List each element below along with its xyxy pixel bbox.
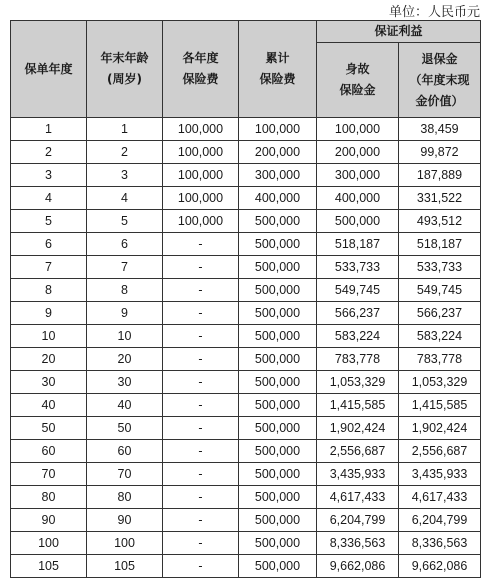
cell-policy-year: 90 — [11, 509, 87, 532]
cell-policy-year: 1 — [11, 118, 87, 141]
cell-cumulative-premium: 500,000 — [239, 279, 317, 302]
cell-age: 20 — [87, 348, 163, 371]
cell-death-benefit: 9,662,086 — [317, 555, 399, 578]
cell-age: 7 — [87, 256, 163, 279]
cell-cumulative-premium: 500,000 — [239, 256, 317, 279]
table-row — [11, 463, 481, 486]
header-guaranteed-benefits: 保证利益 — [317, 21, 481, 43]
cell-policy-year: 4 — [11, 187, 87, 210]
cell-cumulative-premium: 200,000 — [239, 141, 317, 164]
header-death-benefit — [317, 43, 399, 118]
header-death-benefit-line1: 身故 — [345, 62, 370, 76]
cell-age: 5 — [87, 210, 163, 233]
cell-annual-premium: 100,000 — [163, 210, 239, 233]
cell-surrender-value: 8,336,563 — [399, 532, 481, 555]
table-row — [11, 256, 481, 279]
cell-annual-premium: - — [163, 463, 239, 486]
cell-age: 10 — [87, 325, 163, 348]
cell-death-benefit: 500,000 — [317, 210, 399, 233]
header-surrender-line1: 退保金 — [421, 51, 458, 66]
cell-death-benefit: 566,237 — [317, 302, 399, 325]
cell-cumulative-premium: 500,000 — [239, 325, 317, 348]
cell-cumulative-premium: 500,000 — [239, 233, 317, 256]
table-row — [11, 417, 481, 440]
cell-policy-year: 10 — [11, 325, 87, 348]
cell-policy-year: 2 — [11, 141, 87, 164]
cell-death-benefit: 300,000 — [317, 164, 399, 187]
table-header — [11, 21, 481, 118]
cell-age: 2 — [87, 141, 163, 164]
table-row — [11, 325, 481, 348]
cell-policy-year: 50 — [11, 417, 87, 440]
header-annual-premium-line1: 各年度 — [182, 51, 219, 65]
cell-surrender-value: 1,902,424 — [399, 417, 481, 440]
cell-surrender-value: 6,204,799 — [399, 509, 481, 532]
cell-surrender-value: 99,872 — [399, 141, 481, 164]
cell-death-benefit: 2,556,687 — [317, 440, 399, 463]
cell-annual-premium: - — [163, 233, 239, 256]
header-cumulative-premium-line2: 保险费 — [259, 72, 296, 86]
header-surrender-value — [399, 43, 481, 118]
table-row — [11, 187, 481, 210]
cell-annual-premium: - — [163, 509, 239, 532]
cell-annual-premium: 100,000 — [163, 187, 239, 210]
cell-death-benefit: 583,224 — [317, 325, 399, 348]
cell-death-benefit: 518,187 — [317, 233, 399, 256]
header-age-line2: (周岁) — [107, 72, 142, 86]
cell-death-benefit: 1,415,585 — [317, 394, 399, 417]
cell-cumulative-premium: 100,000 — [239, 118, 317, 141]
cell-policy-year: 100 — [11, 532, 87, 555]
table-row — [11, 164, 481, 187]
benefit-table — [10, 20, 481, 578]
cell-policy-year: 60 — [11, 440, 87, 463]
cell-age: 100 — [87, 532, 163, 555]
header-surrender-line3: 金价值） — [415, 93, 464, 108]
cell-policy-year: 9 — [11, 302, 87, 325]
cell-cumulative-premium: 300,000 — [239, 164, 317, 187]
cell-age: 4 — [87, 187, 163, 210]
cell-annual-premium: - — [163, 417, 239, 440]
cell-death-benefit: 783,778 — [317, 348, 399, 371]
cell-age: 40 — [87, 394, 163, 417]
unit-label: 单位：人民币元 — [388, 5, 480, 20]
cell-policy-year: 5 — [11, 210, 87, 233]
cell-policy-year: 80 — [11, 486, 87, 509]
cell-policy-year: 6 — [11, 233, 87, 256]
header-age-line1: 年末年龄 — [100, 51, 149, 65]
cell-age: 8 — [87, 279, 163, 302]
table-row — [11, 348, 481, 371]
cell-death-benefit: 6,204,799 — [317, 509, 399, 532]
cell-annual-premium: - — [163, 394, 239, 417]
cell-cumulative-premium: 500,000 — [239, 394, 317, 417]
cell-annual-premium: - — [163, 325, 239, 348]
cell-annual-premium: - — [163, 371, 239, 394]
cell-surrender-value: 583,224 — [399, 325, 481, 348]
header-policy-year: 保单年度 — [11, 21, 87, 118]
header-cumulative-premium — [239, 21, 317, 118]
cell-age: 70 — [87, 463, 163, 486]
cell-age: 9 — [87, 302, 163, 325]
cell-annual-premium: - — [163, 279, 239, 302]
table-row — [11, 440, 481, 463]
cell-age: 50 — [87, 417, 163, 440]
cell-cumulative-premium: 500,000 — [239, 302, 317, 325]
table-row — [11, 118, 481, 141]
header-annual-premium-line2: 保险费 — [182, 72, 219, 86]
table-row — [11, 555, 481, 578]
cell-age: 80 — [87, 486, 163, 509]
table-row — [11, 210, 481, 233]
cell-cumulative-premium: 500,000 — [239, 555, 317, 578]
cell-death-benefit: 549,745 — [317, 279, 399, 302]
cell-annual-premium: - — [163, 302, 239, 325]
cell-annual-premium: - — [163, 555, 239, 578]
table-row — [11, 233, 481, 256]
cell-age: 3 — [87, 164, 163, 187]
cell-annual-premium: 100,000 — [163, 141, 239, 164]
cell-death-benefit: 4,617,433 — [317, 486, 399, 509]
cell-cumulative-premium: 500,000 — [239, 371, 317, 394]
cell-surrender-value: 331,522 — [399, 187, 481, 210]
table-row — [11, 371, 481, 394]
table-row — [11, 509, 481, 532]
cell-death-benefit: 8,336,563 — [317, 532, 399, 555]
table-row — [11, 302, 481, 325]
cell-surrender-value: 1,053,329 — [399, 371, 481, 394]
cell-death-benefit: 533,733 — [317, 256, 399, 279]
cell-age: 1 — [87, 118, 163, 141]
cell-surrender-value: 783,778 — [399, 348, 481, 371]
table-row — [11, 486, 481, 509]
cell-policy-year: 105 — [11, 555, 87, 578]
cell-surrender-value: 549,745 — [399, 279, 481, 302]
table-row — [11, 141, 481, 164]
cell-death-benefit: 400,000 — [317, 187, 399, 210]
cell-age: 6 — [87, 233, 163, 256]
cell-surrender-value: 493,512 — [399, 210, 481, 233]
cell-cumulative-premium: 400,000 — [239, 187, 317, 210]
cell-annual-premium: 100,000 — [163, 118, 239, 141]
cell-surrender-value: 2,556,687 — [399, 440, 481, 463]
cell-cumulative-premium: 500,000 — [239, 210, 317, 233]
cell-death-benefit: 200,000 — [317, 141, 399, 164]
cell-cumulative-premium: 500,000 — [239, 463, 317, 486]
cell-death-benefit: 1,053,329 — [317, 371, 399, 394]
cell-surrender-value: 187,889 — [399, 164, 481, 187]
cell-surrender-value: 1,415,585 — [399, 394, 481, 417]
header-death-benefit-line2: 保险金 — [339, 83, 376, 97]
cell-surrender-value: 38,459 — [399, 118, 481, 141]
cell-surrender-value: 4,617,433 — [399, 486, 481, 509]
cell-policy-year: 3 — [11, 164, 87, 187]
cell-age: 30 — [87, 371, 163, 394]
cell-policy-year: 8 — [11, 279, 87, 302]
cell-surrender-value: 9,662,086 — [399, 555, 481, 578]
cell-annual-premium: - — [163, 486, 239, 509]
cell-cumulative-premium: 500,000 — [239, 417, 317, 440]
cell-cumulative-premium: 500,000 — [239, 348, 317, 371]
cell-surrender-value: 518,187 — [399, 233, 481, 256]
cell-cumulative-premium: 500,000 — [239, 486, 317, 509]
header-surrender-line2: （年度末现 — [409, 72, 470, 87]
table-row — [11, 394, 481, 417]
table-body — [11, 118, 481, 578]
header-annual-premium — [163, 21, 239, 118]
cell-cumulative-premium: 500,000 — [239, 440, 317, 463]
cell-policy-year: 40 — [11, 394, 87, 417]
cell-policy-year: 70 — [11, 463, 87, 486]
cell-death-benefit: 3,435,933 — [317, 463, 399, 486]
cell-surrender-value: 533,733 — [399, 256, 481, 279]
cell-policy-year: 7 — [11, 256, 87, 279]
table-row — [11, 279, 481, 302]
table-row — [11, 532, 481, 555]
cell-policy-year: 20 — [11, 348, 87, 371]
cell-cumulative-premium: 500,000 — [239, 509, 317, 532]
header-cumulative-premium-line1: 累计 — [265, 51, 290, 65]
cell-annual-premium: - — [163, 532, 239, 555]
cell-annual-premium: - — [163, 256, 239, 279]
cell-age: 105 — [87, 555, 163, 578]
cell-age: 60 — [87, 440, 163, 463]
header-age — [87, 21, 163, 118]
cell-cumulative-premium: 500,000 — [239, 532, 317, 555]
cell-surrender-value: 566,237 — [399, 302, 481, 325]
cell-death-benefit: 100,000 — [317, 118, 399, 141]
cell-surrender-value: 3,435,933 — [399, 463, 481, 486]
cell-age: 90 — [87, 509, 163, 532]
cell-annual-premium: - — [163, 348, 239, 371]
cell-annual-premium: - — [163, 440, 239, 463]
cell-annual-premium: 100,000 — [163, 164, 239, 187]
cell-policy-year: 30 — [11, 371, 87, 394]
cell-death-benefit: 1,902,424 — [317, 417, 399, 440]
